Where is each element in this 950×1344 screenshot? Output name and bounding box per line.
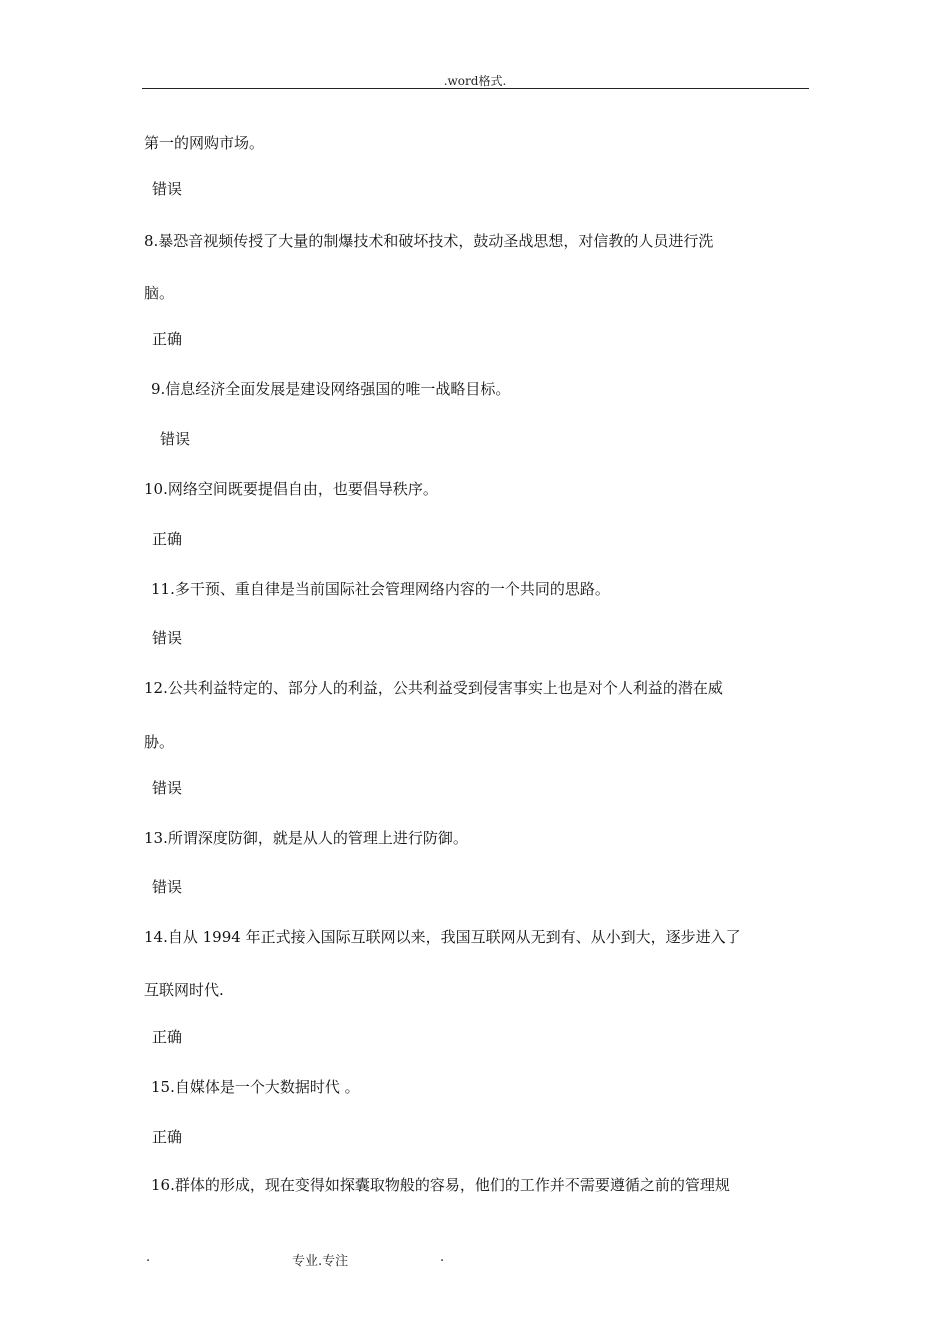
header-rule (142, 88, 809, 89)
question-line: 11.多干预、重自律是当前国际社会管理网络内容的一个共同的思路。 (151, 580, 610, 598)
answer-line: 错误 (152, 878, 183, 896)
answer-line: 错误 (160, 430, 191, 448)
answer-line: 错误 (152, 629, 183, 647)
question-line: 9.信息经济全面发展是建设网络强国的唯一战略目标。 (151, 380, 511, 398)
question-line: 16.群体的形成，现在变得如探囊取物般的容易，他们的工作并不需要遵循之前的管理规 (151, 1176, 730, 1194)
question-line: 13.所谓深度防御，就是从人的管理上进行防御。 (144, 829, 468, 847)
text-line: 第一的网购市场。 (144, 134, 265, 152)
footer-right-dot: . (440, 1250, 445, 1265)
text-line: 互联网时代. (144, 981, 224, 999)
answer-line: 正确 (152, 330, 183, 348)
text-line: 脑。 (144, 284, 175, 302)
text-line: 胁。 (144, 733, 175, 751)
answer-line: 正确 (152, 530, 183, 548)
answer-line: 正确 (152, 1128, 183, 1146)
question-line: 15.自媒体是一个大数据时代 。 (151, 1078, 360, 1096)
question-line: 12.公共利益特定的、部分人的利益，公共利益受到侵害事实上也是对个人利益的潜在威 (144, 679, 723, 697)
page-header: .word格式. (443, 74, 507, 88)
question-line: 10.网络空间既要提倡自由，也要倡导秩序。 (144, 480, 438, 498)
answer-line: 正确 (152, 1028, 183, 1046)
footer-center: 专业.专注 (292, 1254, 349, 1269)
answer-line: 错误 (152, 779, 183, 797)
footer-left-dot: . (146, 1250, 151, 1265)
answer-line: 错误 (152, 180, 183, 198)
question-line: 8.暴恐音视频传授了大量的制爆技术和破坏技术，鼓动圣战思想，对信教的人员进行洗 (144, 232, 714, 250)
question-line: 14.自从 1994 年正式接入国际互联网以来，我国互联网从无到有、从小到大，逐步进入了 (144, 928, 741, 946)
